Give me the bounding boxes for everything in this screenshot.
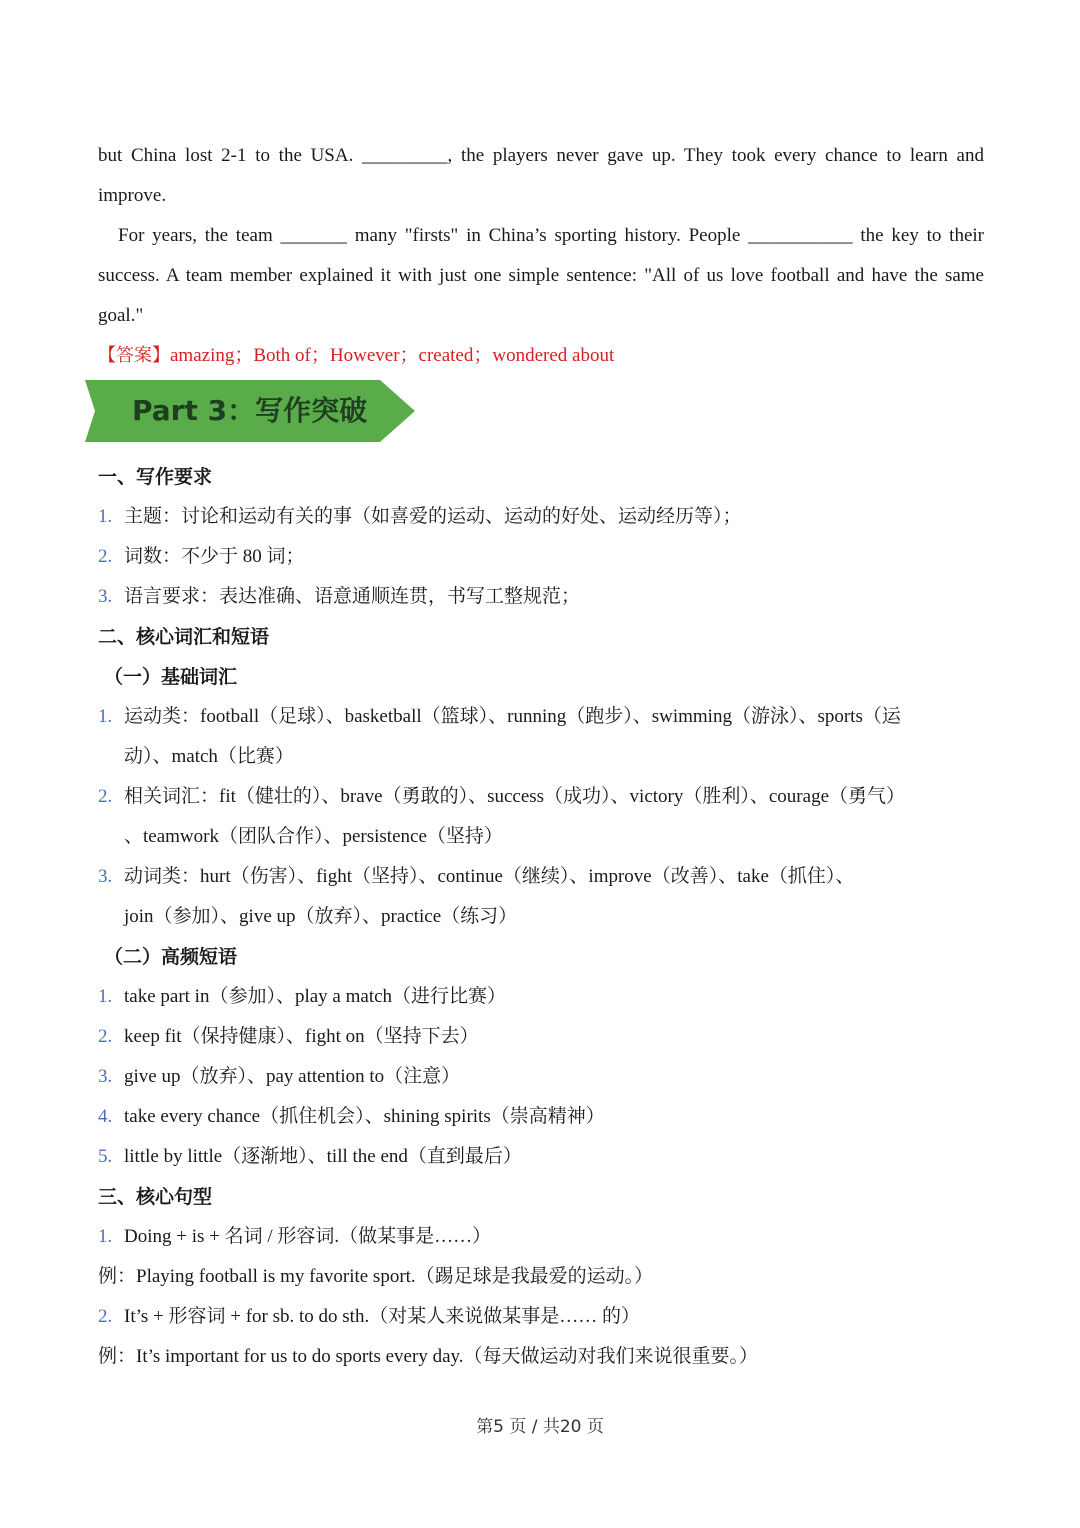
item-continuation: 动）、match（比赛） (124, 746, 294, 767)
sentence-pattern (98, 1223, 984, 1251)
item-number: 1. (98, 706, 113, 727)
item-continuation: join（参加）、give up（放弃）、practice（练习） (124, 906, 518, 927)
page-footer: 第5 页 / 共20 页 (476, 1417, 604, 1437)
item-text: It’s + 形容词 + for sb. to do sth.（对某人来说做某事是…… 的） (124, 1306, 640, 1327)
answer-text: amazing；Both of；However；created；wondered about (170, 345, 615, 366)
example-sentence: 例：It’s important for us to do sports every day.（每天做运动对我们来说很重要。） (98, 1346, 759, 1367)
passage-line: improve. (98, 185, 167, 206)
answer-tag: 【答案】 (98, 345, 170, 366)
item-text: take every chance（抓住机会）、shining spirits（崇高精神） (124, 1106, 605, 1127)
list-item (98, 1143, 984, 1171)
passage-line: goal." (98, 305, 144, 326)
list-item (98, 503, 984, 531)
item-text: give up（放弃）、pay attention to（注意） (124, 1066, 461, 1087)
section-heading: 三、核心句型 (98, 1186, 213, 1208)
passage-line: but China lost 2-1 to the USA. _________, the players never gave up. They took every chance to learn and (98, 145, 984, 166)
item-text: 相关词汇：fit（健壮的）、brave（勇敢的）、success（成功）、victory（胜利）、courage（勇气） (124, 786, 906, 807)
item-text: 词数：不少于 80 词； (124, 546, 305, 567)
item-number: 2. (98, 786, 113, 807)
list-item (98, 983, 984, 1011)
item-number: 3. (98, 586, 113, 607)
item-number: 1. (98, 986, 113, 1007)
item-number: 3. (98, 1066, 113, 1087)
item-text: Doing + is + 名词 / 形容词.（做某事是……） (124, 1226, 492, 1247)
item-number: 3. (98, 866, 113, 887)
item-text: 运动类：football（足球）、basketball（篮球）、running（跑步）、swimming（游泳）、sports（运 (124, 706, 901, 727)
list-item (98, 703, 984, 731)
list-item (98, 1063, 984, 1091)
section-heading: 二、核心词汇和短语 (98, 626, 270, 648)
sub-heading: （一）基础词汇 (104, 666, 238, 688)
item-text: 动词类：hurt（伤害）、fight（坚持）、continue（继续）、improve（改善）、take（抓住）、 (124, 866, 855, 887)
item-number: 2. (98, 1306, 113, 1327)
item-number: 2. (98, 1026, 113, 1047)
list-item (98, 583, 984, 611)
passage-line: success. A team member explained it with just one simple sentence: "All of us love football and have the same (98, 265, 984, 286)
example-sentence: 例：Playing football is my favorite sport.（踢足球是我最爱的运动。） (98, 1266, 654, 1287)
list-item (98, 1103, 984, 1131)
sentence-pattern (98, 1303, 984, 1331)
item-number: 4. (98, 1106, 113, 1127)
item-text: keep fit（保持健康）、fight on（坚持下去） (124, 1026, 479, 1047)
list-item (98, 783, 984, 811)
item-number: 5. (98, 1146, 113, 1167)
list-item (98, 1023, 984, 1051)
section-heading: 一、写作要求 (98, 466, 213, 488)
item-number: 1. (98, 1226, 113, 1247)
item-continuation: 、teamwork（团队合作）、persistence（坚持） (124, 826, 503, 847)
item-text: little by little（逐渐地）、till the end（直到最后） (124, 1146, 522, 1167)
item-text: 语言要求：表达准确、语意通顺连贯，书写工整规范； (124, 586, 581, 607)
sub-heading: （二）高频短语 (104, 946, 238, 968)
item-number: 2. (98, 546, 113, 567)
passage-line: For years, the team _______ many "firsts" in China’s sporting history. People ___________ the key to their (118, 225, 984, 246)
list-item (98, 543, 984, 571)
item-text: take part in（参加）、play a match（进行比赛） (124, 986, 507, 1007)
item-number: 1. (98, 506, 113, 527)
answer-line (98, 342, 984, 370)
list-item (98, 863, 984, 891)
item-text: 主题：讨论和运动有关的事（如喜爱的运动、运动的好处、运动经历等）； (124, 506, 742, 527)
banner-title: Part 3：写作突破 (132, 394, 368, 427)
